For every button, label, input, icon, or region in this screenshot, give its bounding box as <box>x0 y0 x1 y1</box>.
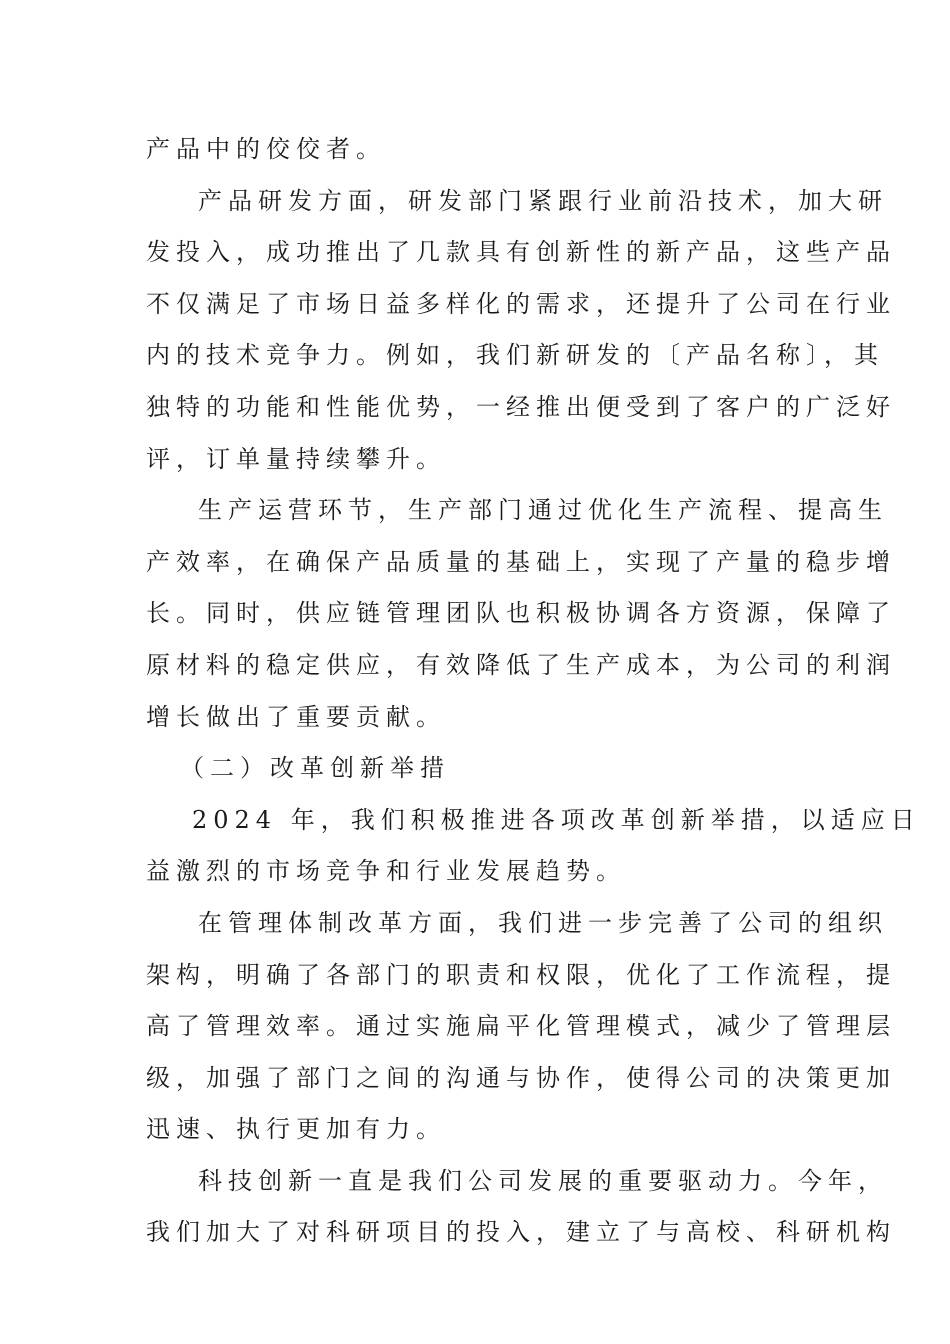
text-line: 独特的功能和性能优势，一经推出便受到了客户的广泛好 <box>146 392 896 421</box>
text-line: 增长做出了重要贡献。 <box>146 702 446 731</box>
paragraph-start-line: 生产运营环节，生产部门通过优化生产流程、提高生 <box>198 496 888 525</box>
text-line: 益激烈的市场竞争和行业发展趋势。 <box>146 857 626 886</box>
section-heading: （二）改革创新举措 <box>180 754 450 783</box>
text-line: 高了管理效率。通过实施扁平化管理模式，减少了管理层 <box>146 1012 896 1041</box>
text-line: 产效率，在确保产品质量的基础上，实现了产量的稳步增 <box>146 547 896 576</box>
text-line: 产品中的佼佼者。 <box>146 135 386 163</box>
text-line: 我们加大了对科研项目的投入，建立了与高校、科研机构 <box>146 1218 896 1247</box>
text-line: 级，加强了部门之间的沟通与协作，使得公司的决策更加 <box>146 1063 896 1092</box>
paragraph-start-line: 产品研发方面，研发部门紧跟行业前沿技术，加大研 <box>198 186 888 215</box>
text-line: 原材料的稳定供应，有效降低了生产成本，为公司的利润 <box>146 650 896 679</box>
text-line: 内的技术竞争力。例如，我们新研发的〔产品名称〕，其 <box>146 341 884 370</box>
text-line: 架构，明确了各部门的职责和权限，优化了工作流程，提 <box>146 960 896 989</box>
text-line: 发投入，成功推出了几款具有创新性的新产品，这些产品 <box>146 238 896 267</box>
text-line: 不仅满足了市场日益多样化的需求，还提升了公司在行业 <box>146 289 896 318</box>
text-line: 评，订单量持续攀升。 <box>146 444 446 473</box>
paragraph-start-line: 2024 年，我们积极推进各项改革创新举措，以适应日 <box>192 805 921 834</box>
paragraph-start-line: 在管理体制改革方面，我们进一步完善了公司的组织 <box>198 908 888 937</box>
text-line: 长。同时，供应链管理团队也积极协调各方资源，保障了 <box>146 599 896 628</box>
text-line: 迅速、执行更加有力。 <box>146 1115 446 1144</box>
paragraph-start-line: 科技创新一直是我们公司发展的重要驱动力。今年， <box>198 1166 888 1195</box>
document-body <box>146 124 921 1259</box>
